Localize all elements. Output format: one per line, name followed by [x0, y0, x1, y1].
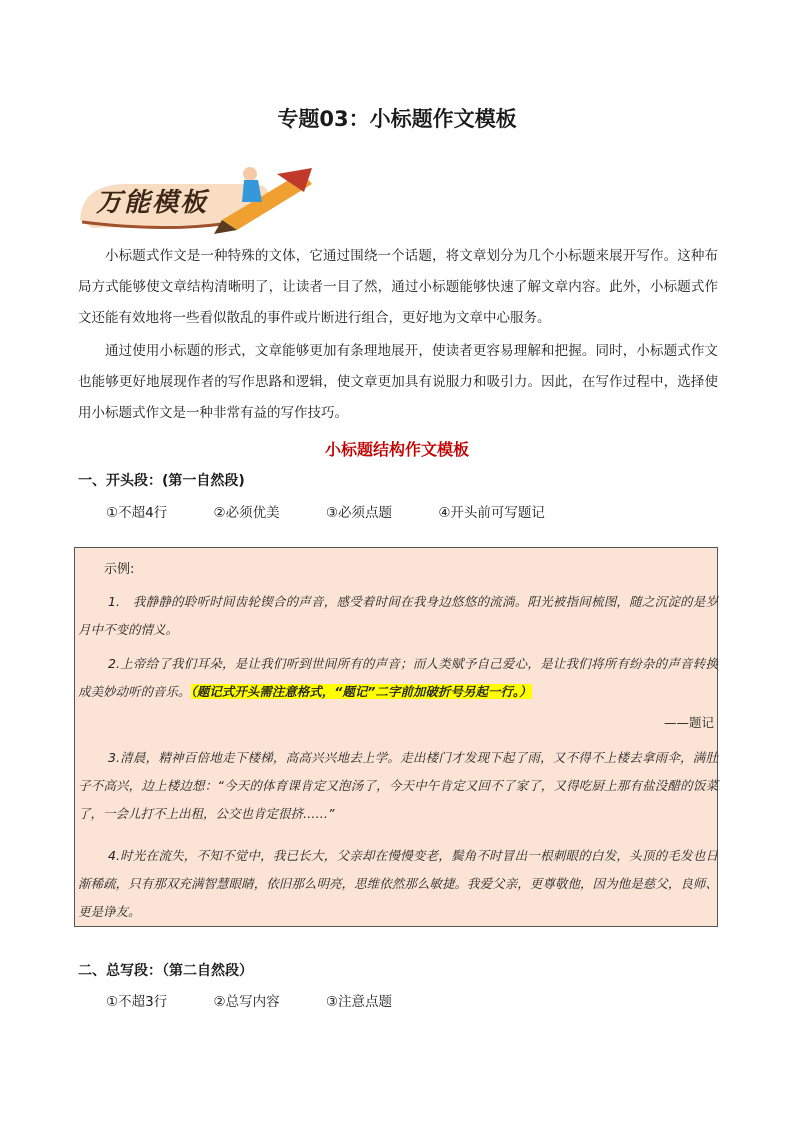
point: ②总写内容	[213, 994, 280, 1010]
point: ③注意点题	[325, 994, 393, 1010]
example-p2-text: 2.上帝给了我们耳朵，是让我们听到世间所有的声音；而人类赋予自己爱心，是让我们将所有纷杂的声音转换成美妙动听的音乐。	[78, 656, 718, 699]
point: ②必须优美	[213, 505, 280, 521]
example-p3: 3.清晨，精神百倍地走下楼梯，高高兴兴地去上学。走出楼门才发现下起了雨，又不得不上楼去拿雨伞，满肚子不高兴，边上楼边想：“今天的体育课肯定又泡汤了，今天中午肯定又回不了家了，又得吃厨上那有盐没醋的饭菜了，一会儿打不上出租，公交也肯定很挤……”	[78, 750, 718, 821]
intro-paragraph-2: 通过使用小标题的形式，文章能够更加有条理地展开，使读者更容易理解和把握。同时，小标题式作文也能够更好地展现作者的写作思路和逻辑，使文章更加具有说服力和吸引力。因此，在写作过程中，选择使用小标题式作文是一种非常有益的写作技巧。	[78, 343, 718, 421]
point: ①不超3行	[106, 994, 168, 1010]
epigraph-signature: ——题记	[663, 715, 714, 730]
example-p2	[78, 650, 718, 706]
page-title: 专题03：小标题作文模板	[277, 107, 517, 131]
intro-paragraph-1: 小标题式作文是一种特殊的文体，它通过围绕一个话题，将文章划分为几个小标题来展开写作。这种布局方式能够使文章结构清晰明了，让读者一目了然，通过小标题能够快速了解文章内容。此外，小标题式作文还能有效地将一些看似散乱的事件或片断进行组合，更好地为文章中心服务。	[78, 248, 718, 326]
point: ①不超4行	[106, 505, 168, 521]
highlight-note: （题记式开头需注意格式，“题记”二字前加破折号另起一行。）	[190, 684, 532, 699]
section1-points	[106, 501, 587, 521]
section-subtitle: 小标题结构作文模板	[324, 440, 469, 459]
example-p4: 4.时光在流失，不知不觉中，我已长大，父亲却在慢慢变老，鬓角不时冒出一根刺眼的白发，头顶的毛发也日渐稀疏，只有那双充满智慧眼睛，依旧那么明亮，思维依然那么敏捷。我爱父亲，更尊敬他，因为他是慈父，良师、更是诤友。	[78, 848, 718, 919]
point: ④开头前可写题记	[438, 505, 545, 521]
point: ③必须点题	[325, 505, 393, 521]
section2-heading: 二、总写段：（第二自然段）	[78, 963, 253, 979]
banner-text: 万能模板	[96, 188, 209, 218]
example-label: 示例:	[104, 562, 135, 577]
example-p1: 1. 我静静的聆听时间齿轮锲合的声音，感受着时间在我身边悠悠的流淌。阳光被指间梳图，随之沉淀的是岁月中不变的情义。	[78, 594, 718, 637]
section2-points	[106, 990, 434, 1010]
section1-heading: 一、开头段：(第一自然段)	[78, 473, 245, 489]
